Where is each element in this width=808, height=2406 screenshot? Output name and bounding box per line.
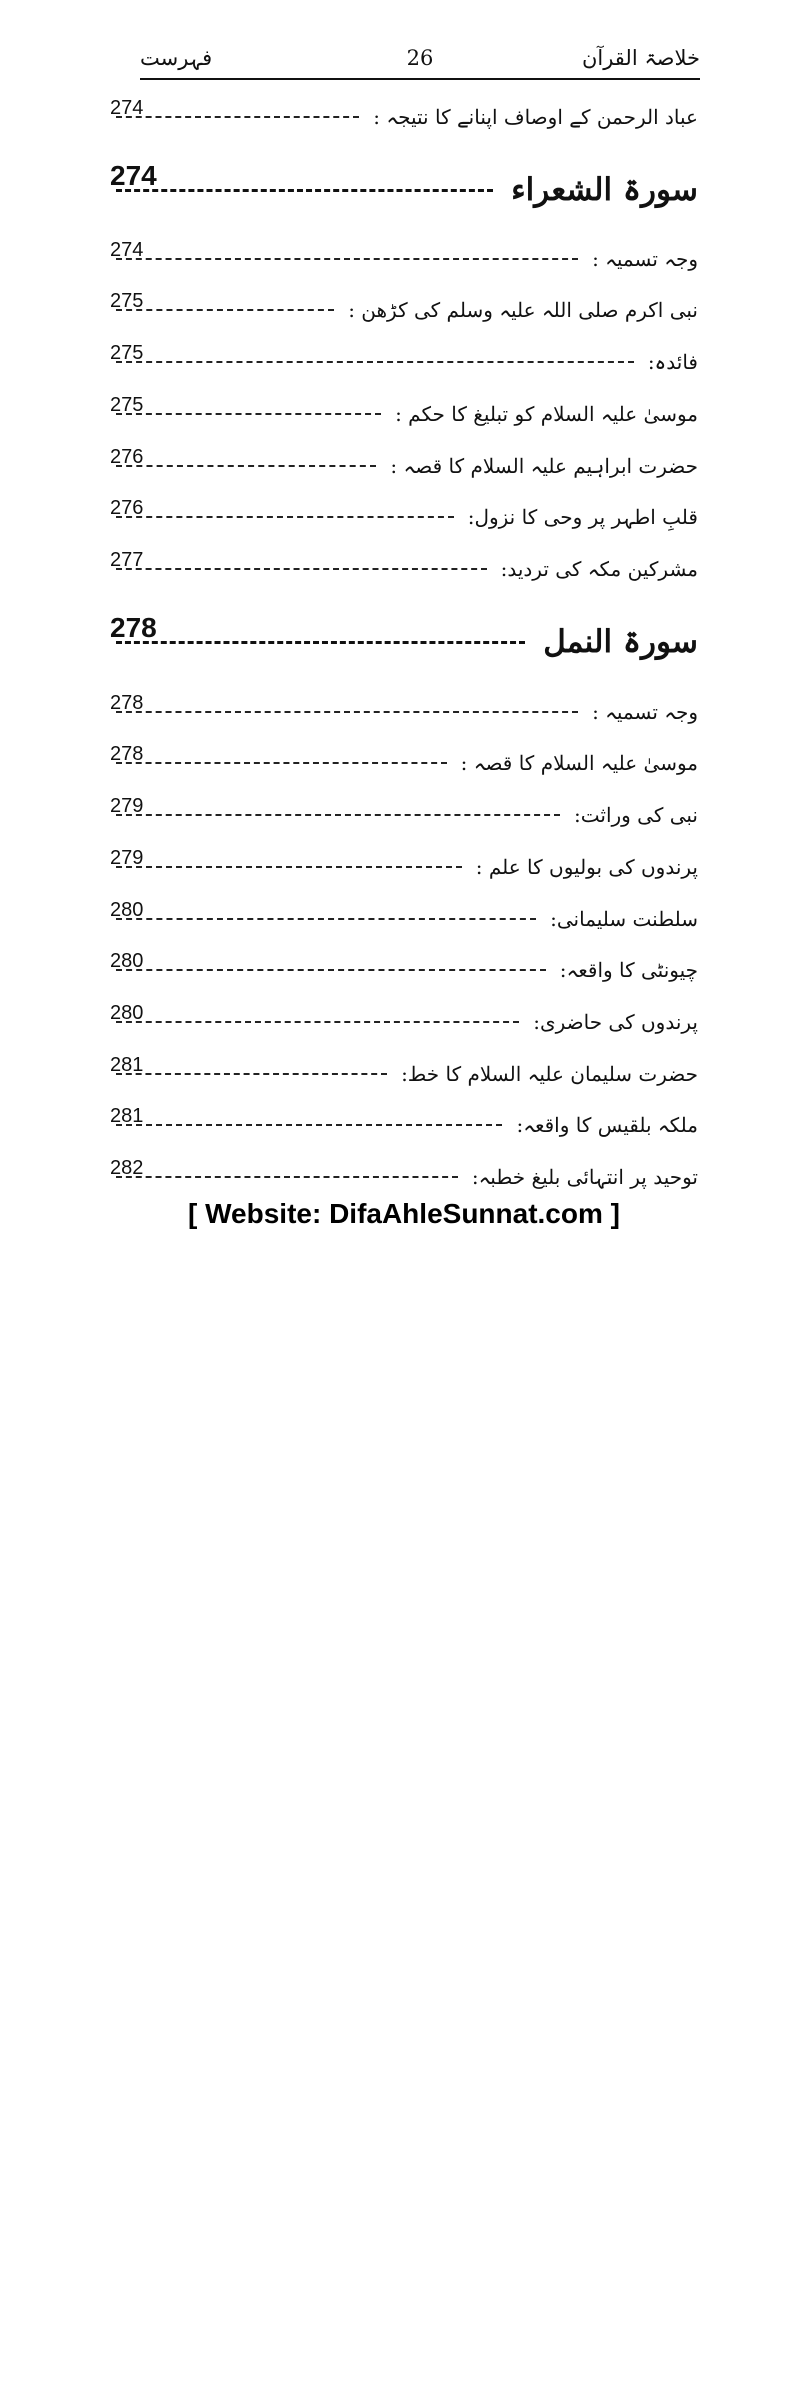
toc-entry — [110, 847, 698, 887]
entry-title: عباد الرحمن کے اوصاف اپنانے کا نتیجہ : — [373, 105, 698, 129]
toc-entry — [110, 446, 698, 486]
entry-page: 281 — [110, 1105, 144, 1127]
entry-title: پرندوں کی بولیوں کا علم : — [475, 855, 698, 879]
entry-title: نبی اکرم صلی اللہ علیہ وسلم کی کڑھن : — [348, 298, 698, 322]
section-title: فہرست — [140, 46, 213, 70]
entry-title: حضرت سلیمان علیہ السلام کا خط: — [401, 1062, 698, 1086]
toc-entry — [110, 97, 698, 137]
toc-entry — [110, 290, 698, 330]
toc-entry — [110, 743, 698, 783]
surah-title: سورۃ النمل — [543, 624, 698, 660]
header-divider — [140, 78, 700, 80]
toc-entry — [110, 1002, 698, 1042]
entry-page: 281 — [110, 1054, 144, 1076]
entry-page: 276 — [110, 446, 144, 468]
toc-entry — [110, 795, 698, 835]
entry-page: 278 — [110, 692, 144, 714]
entry-title: وجہ تسمیہ : — [592, 700, 698, 724]
toc-entry — [110, 549, 698, 589]
toc-entry — [110, 1157, 698, 1197]
surah-page: 274 — [110, 160, 157, 191]
entry-title: موسیٰ علیہ السلام کو تبلیغ کا حکم : — [395, 402, 698, 426]
entry-page: 279 — [110, 795, 144, 817]
page-number: 26 — [406, 46, 434, 70]
entry-title: سلطنت سلیمانی: — [550, 907, 698, 931]
entry-page: 276 — [110, 497, 144, 519]
toc-entry — [110, 899, 698, 939]
entry-title: پرندوں کی حاضری: — [533, 1010, 698, 1034]
surah-page: 278 — [110, 612, 157, 643]
entry-page: 275 — [110, 290, 144, 312]
toc-entry — [110, 950, 698, 990]
toc-entry — [110, 1105, 698, 1145]
toc-entry — [110, 1054, 698, 1094]
website-footer: [ Website: DifaAhleSunnat.com ] — [188, 1198, 620, 1229]
toc-entry — [110, 497, 698, 537]
entry-title: توحید پر انتہائی بلیغ خطبہ: — [471, 1165, 698, 1189]
entry-page: 282 — [110, 1157, 144, 1179]
toc-entry — [110, 239, 698, 279]
entry-title: نبی کی وراثت: — [574, 803, 698, 827]
entry-title: ملکہ بلقیس کا واقعہ: — [516, 1113, 698, 1137]
surah-heading — [110, 160, 698, 220]
page-header — [140, 38, 700, 78]
entry-page: 277 — [110, 549, 144, 571]
toc-entry — [110, 692, 698, 732]
entry-page: 274 — [110, 239, 144, 261]
entry-title: حضرت ابراہیم علیہ السلام کا قصہ : — [390, 454, 698, 478]
entry-title: مشرکین مکہ کی تردید: — [500, 557, 698, 581]
entry-page: 279 — [110, 847, 144, 869]
entry-title: قلبِ اطہر پر وحی کا نزول: — [467, 505, 698, 529]
surah-heading — [110, 612, 698, 672]
book-title: خلاصۃ القرآن — [581, 46, 700, 70]
toc-entry — [110, 394, 698, 434]
entry-page: 275 — [110, 342, 144, 364]
entry-page: 280 — [110, 1002, 144, 1024]
entry-title: فائدہ: — [647, 350, 698, 374]
entry-page: 278 — [110, 743, 144, 765]
toc-entry — [110, 342, 698, 382]
entry-title: وجہ تسمیہ : — [592, 247, 698, 271]
surah-title: سورۃ الشعراء — [511, 172, 698, 208]
entry-page: 274 — [110, 97, 144, 119]
entry-title: موسیٰ علیہ السلام کا قصہ : — [460, 751, 698, 775]
entry-title: چیونٹی کا واقعہ: — [559, 958, 698, 982]
entry-page: 280 — [110, 899, 144, 921]
entry-page: 275 — [110, 394, 144, 416]
entry-page: 280 — [110, 950, 144, 972]
